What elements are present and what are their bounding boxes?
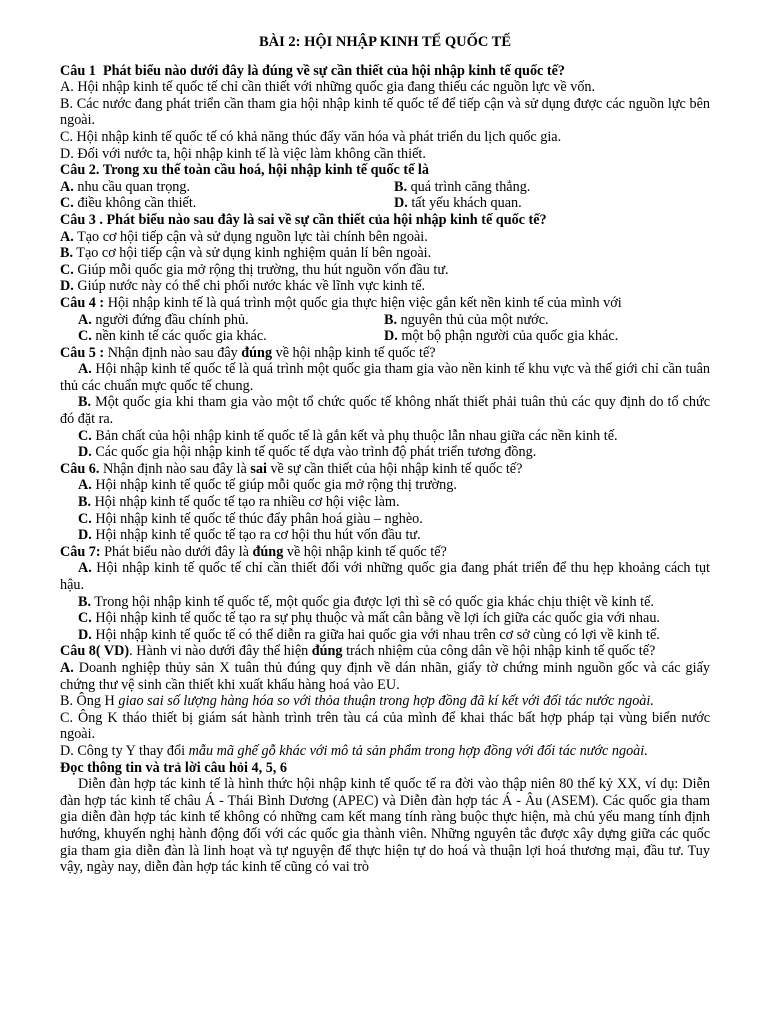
question-label: Câu 6.	[60, 460, 100, 477]
question-4	[60, 295, 710, 345]
options-row	[60, 312, 710, 329]
question-1-stem	[60, 63, 710, 80]
option-d: D. Hội nhập kinh tế quốc tế tạo ra cơ hội thu hút vốn đầu tư.	[78, 527, 421, 544]
question-7	[60, 544, 710, 644]
option-c: C. Bản chất của hội nhập kinh tế quốc tế là gắn kết và phụ thuộc lẫn nhau giữa các nền kinh tế.	[78, 427, 618, 444]
options-row	[60, 328, 710, 345]
question-8-stem: Câu 8( VD). Hành vi nào dưới đây thể hiện đúng trách nhiệm của công dân về hội nhập kinh tế quốc tế?	[60, 643, 656, 660]
question-1	[60, 63, 710, 163]
option-b: B. Các nước đang phát triển cần tham gia hội nhập kinh tế quốc tế để tiếp cận và sử dụng được các nguồn lực bên ngoài.	[60, 95, 710, 129]
option-b: B. Tạo cơ hội tiếp cận và sử dụng kinh nghiệm quản lí bên ngoài.	[60, 245, 432, 262]
page-title: BÀI 2: HỘI NHẬP KINH TẾ QUỐC TẾ	[258, 34, 512, 50]
option-d: D. Đối với nước ta, hội nhập kinh tế là việc làm không cần thiết.	[60, 145, 426, 162]
option-b: B. Một quốc gia khi tham gia vào một tổ chức quốc tế không nhất thiết phải tuân thủ các quy định do tổ chức đó đặt ra.	[60, 394, 710, 428]
question-label: Câu 3 .	[60, 211, 103, 228]
reading-section	[60, 760, 710, 876]
option-a: A. Hội nhập kinh tế quốc tế chỉ cần thiết với những quốc gia đang thiếu các nguồn lực về vốn.	[60, 79, 596, 96]
question-text: Phát biểu nào dưới đây là đúng về sự cần thiết của hội nhập kinh tế quốc tế?	[102, 62, 565, 79]
option-b: B. nguyên thủ của một nước.	[384, 311, 549, 328]
question-text: Phát biểu nào sau đây là sai về sự cần thiết của hội nhập kinh tế quốc tế?	[106, 211, 547, 228]
option-b: B. Hội nhập kinh tế quốc tế tạo ra nhiều cơ hội việc làm.	[78, 494, 400, 511]
option-c: C. Hội nhập kinh tế quốc tế thúc đẩy phân hoá giàu – nghèo.	[78, 510, 423, 527]
option-a: A. nhu cầu quan trọng.	[60, 178, 191, 195]
question-3	[60, 212, 710, 295]
question-text: Hội nhập kinh tế là quá trình một quốc gia thực hiện việc gắn kết nền kinh tế của mình với	[104, 294, 622, 311]
option-d: D. tất yếu khách quan.	[394, 195, 522, 212]
question-5-stem: Câu 5 : Nhận định nào sau đây đúng về hội nhập kinh tế quốc tế?	[60, 344, 436, 361]
option-a: A. Hội nhập kinh tế quốc tế là quá trình một quốc gia tham gia vào nền kinh tế khu vực và thế giới chỉ cần tuân thủ các chuẩn mực quốc tế chung.	[60, 361, 710, 394]
question-3-stem	[60, 212, 710, 229]
question-2	[60, 162, 710, 212]
option-d: D. Hội nhập kinh tế quốc tế có thể diễn ra giữa hai quốc gia với nhau trên cơ sở cùng có lợi về kinh tế.	[78, 626, 660, 643]
question-label: Câu 2.	[60, 162, 100, 179]
options-row	[60, 179, 710, 196]
question-6-stem: Câu 6. Nhận định nào sau đây là sai về sự cần thiết của hội nhập kinh tế quốc tế?	[60, 460, 523, 477]
option-c: C. Hội nhập kinh tế quốc tế tạo ra sự phụ thuộc và mất cân bằng về lợi ích giữa các quốc gia với nhau.	[78, 610, 660, 627]
question-2-stem	[60, 162, 710, 179]
question-5	[60, 345, 710, 461]
question-4-stem	[60, 295, 710, 312]
question-label: Câu 4 :	[60, 294, 105, 311]
option-d: D. một bộ phận người của quốc gia khác.	[384, 328, 619, 345]
option-a: A. Tạo cơ hội tiếp cận và sử dụng nguồn lực tài chính bên ngoài.	[60, 228, 428, 245]
option-c: C. nền kinh tế các quốc gia khác.	[78, 328, 267, 345]
option-c: C. Ông K tháo thiết bị giám sát hành trình trên tàu cá của mình để khai thác bất hợp pháp tại vùng biển nước ngoài.	[60, 709, 710, 743]
option-d: D. Các quốc gia hội nhập kinh tế quốc tế dựa vào trình độ phát triển tương đồng.	[78, 444, 537, 461]
option-b: B. quá trình căng thẳng.	[394, 178, 531, 195]
option-b: B. Ông H giao sai số lượng hàng hóa so với thỏa thuận trong hợp đồng đã kí kết với đối tác nước ngoài.	[60, 693, 654, 710]
option-d: D. Giúp nước này có thể chi phối nước khác về lĩnh vực kinh tế.	[60, 278, 426, 295]
question-6	[60, 461, 710, 544]
question-7-stem: Câu 7: Phát biểu nào dưới đây là đúng về hội nhập kinh tế quốc tế?	[60, 543, 447, 560]
option-c: C. điều không cần thiết.	[60, 195, 197, 212]
question-label: Câu 8( VD)	[60, 643, 130, 660]
option-d: D. Công ty Y thay đổi mẫu mã ghế gỗ khác với mô tả sản phẩm trong hợp đồng với đối tác nước ngoài.	[60, 742, 648, 759]
option-b: B. Trong hội nhập kinh tế quốc tế, một quốc gia được lợi thì sẽ có quốc gia khác chịu thiệt về kinh tế.	[78, 593, 654, 610]
question-text: Trong xu thế toàn cầu hoá, hội nhập kinh tế quốc tế là	[102, 162, 429, 179]
options-row	[60, 195, 710, 212]
reading-paragraph: Diễn đàn hợp tác kinh tế là hình thức hội nhập kinh tế quốc tế ra đời vào thập niên 80 thế kỷ XX, ví dụ: Diễn đàn hợp tác kinh tế châu Á - Thái Bình Dương (APEC) và Diễn đàn hợp tác Á - Âu (ASEM). Các quốc gia tham gia diễn đàn hợp tác kinh tế không có những cam kết mang tính ràng buộc thực hiện, mà chủ yếu mang tính định hướng, khuyến nghị hành động đối với các quốc gia thành viên. Những nguyên tắc được xây dựng giữa các quốc gia tham gia diễn đàn là linh hoạt và tự nguyện để thực hiện tự do hoá và thuận lợi hoá thương mại, đầu tư. Tuy vậy, ngày nay, diễn đàn hợp tác kinh tế cũng có vai trò	[60, 776, 710, 876]
question-8	[60, 643, 710, 759]
reading-heading: Đọc thông tin và trả lời câu hỏi 4, 5, 6	[60, 759, 287, 776]
question-label: Câu 1	[60, 62, 96, 79]
option-c: C. Giúp mỗi quốc gia mở rộng thị trường, thu hút nguồn vốn đầu tư.	[60, 261, 449, 278]
option-a: A. Doanh nghiệp thủy sản X tuân thủ đúng quy định về dán nhãn, giấy tờ chứng minh nguồn gốc và các giấy chứng thư vệ sinh cần thiết khi xuất khẩu hàng hoá vào EU.	[60, 659, 710, 693]
option-c: C. Hội nhập kinh tế quốc tế có khả năng thúc đẩy văn hóa và phát triển du lịch quốc gia.	[60, 128, 562, 145]
option-a: A. Hội nhập kinh tế quốc tế giúp mỗi quốc gia mở rộng thị trường.	[78, 477, 457, 494]
option-a: A. người đứng đầu chính phủ.	[78, 311, 249, 328]
question-label: Câu 5 :	[60, 344, 105, 361]
option-a: A. Hội nhập kinh tế quốc tế chỉ cần thiết đối với những quốc gia đang phát triển để thu hẹp khoảng cách tụt hậu.	[60, 560, 710, 593]
question-label: Câu 7:	[60, 543, 101, 560]
